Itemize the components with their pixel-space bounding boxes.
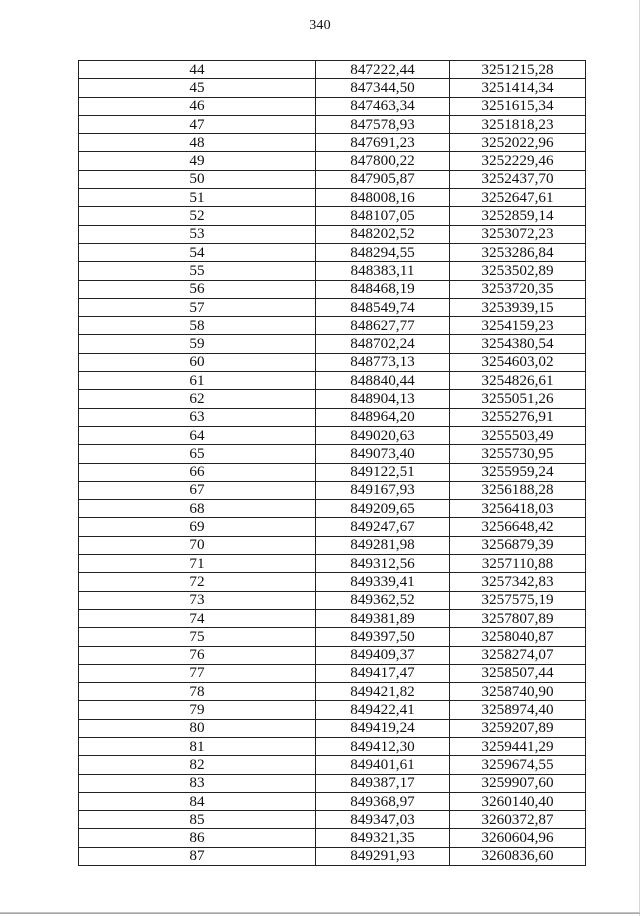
x-coordinate-cell: 849281,98: [316, 536, 450, 554]
table-row: [79, 79, 586, 97]
point-number-cell: 55: [79, 262, 316, 280]
x-coordinate-cell: 849073,40: [316, 445, 450, 463]
x-coordinate-cell: 849397,50: [316, 628, 450, 646]
y-coordinate-cell: 3259207,89: [450, 719, 586, 737]
table-row: [79, 628, 586, 646]
y-coordinate-cell: 3251414,34: [450, 79, 586, 97]
table-row: [79, 792, 586, 810]
table-row: [79, 152, 586, 170]
y-coordinate-cell: 3253286,84: [450, 243, 586, 261]
x-coordinate-cell: 849020,63: [316, 426, 450, 444]
y-coordinate-cell: 3255051,26: [450, 390, 586, 408]
y-coordinate-cell: 3258740,90: [450, 683, 586, 701]
y-coordinate-cell: 3256879,39: [450, 536, 586, 554]
point-number-cell: 77: [79, 664, 316, 682]
point-number-cell: 66: [79, 463, 316, 481]
y-coordinate-cell: 3253072,23: [450, 225, 586, 243]
point-number-cell: 62: [79, 390, 316, 408]
y-coordinate-cell: 3259907,60: [450, 774, 586, 792]
point-number-cell: 60: [79, 353, 316, 371]
table-row: [79, 573, 586, 591]
x-coordinate-cell: 849321,35: [316, 829, 450, 847]
x-coordinate-cell: 849409,37: [316, 646, 450, 664]
table-row: [79, 134, 586, 152]
x-coordinate-cell: 848468,19: [316, 280, 450, 298]
point-number-cell: 69: [79, 518, 316, 536]
x-coordinate-cell: 849421,82: [316, 683, 450, 701]
y-coordinate-cell: 3255959,24: [450, 463, 586, 481]
table-row: [79, 774, 586, 792]
x-coordinate-cell: 848840,44: [316, 372, 450, 390]
table-row: [79, 445, 586, 463]
table-row: [79, 280, 586, 298]
point-number-cell: 85: [79, 811, 316, 829]
point-number-cell: 49: [79, 152, 316, 170]
y-coordinate-cell: 3260372,87: [450, 811, 586, 829]
table-row: [79, 243, 586, 261]
y-coordinate-cell: 3253502,89: [450, 262, 586, 280]
x-coordinate-cell: 849387,17: [316, 774, 450, 792]
table-row: [79, 737, 586, 755]
x-coordinate-cell: 848702,24: [316, 335, 450, 353]
table-row: [79, 683, 586, 701]
point-number-cell: 59: [79, 335, 316, 353]
x-coordinate-cell: 848964,20: [316, 408, 450, 426]
y-coordinate-cell: 3258040,87: [450, 628, 586, 646]
table-row: [79, 500, 586, 518]
y-coordinate-cell: 3256418,03: [450, 500, 586, 518]
table-row: [79, 189, 586, 207]
point-number-cell: 71: [79, 555, 316, 573]
x-coordinate-cell: 847691,23: [316, 134, 450, 152]
point-number-cell: 76: [79, 646, 316, 664]
point-number-cell: 87: [79, 847, 316, 865]
coordinates-table-body: [79, 61, 586, 866]
x-coordinate-cell: 847578,93: [316, 115, 450, 133]
y-coordinate-cell: 3252229,46: [450, 152, 586, 170]
x-coordinate-cell: 848904,13: [316, 390, 450, 408]
table-row: [79, 372, 586, 390]
y-coordinate-cell: 3253939,15: [450, 298, 586, 316]
page-bottom-edge: [0, 912, 640, 914]
x-coordinate-cell: 849401,61: [316, 756, 450, 774]
table-row: [79, 170, 586, 188]
y-coordinate-cell: 3252859,14: [450, 207, 586, 225]
point-number-cell: 52: [79, 207, 316, 225]
y-coordinate-cell: 3256648,42: [450, 518, 586, 536]
table-row: [79, 591, 586, 609]
x-coordinate-cell: 847800,22: [316, 152, 450, 170]
point-number-cell: 70: [79, 536, 316, 554]
point-number-cell: 46: [79, 97, 316, 115]
x-coordinate-cell: 849362,52: [316, 591, 450, 609]
x-coordinate-cell: 848202,52: [316, 225, 450, 243]
table-row: [79, 664, 586, 682]
table-row: [79, 829, 586, 847]
table-row: [79, 811, 586, 829]
coordinates-table: [78, 60, 586, 866]
y-coordinate-cell: 3251615,34: [450, 97, 586, 115]
point-number-cell: 86: [79, 829, 316, 847]
point-number-cell: 53: [79, 225, 316, 243]
x-coordinate-cell: 848773,13: [316, 353, 450, 371]
point-number-cell: 83: [79, 774, 316, 792]
table-row: [79, 317, 586, 335]
y-coordinate-cell: 3258274,07: [450, 646, 586, 664]
y-coordinate-cell: 3252647,61: [450, 189, 586, 207]
x-coordinate-cell: 849312,56: [316, 555, 450, 573]
point-number-cell: 54: [79, 243, 316, 261]
table-row: [79, 463, 586, 481]
y-coordinate-cell: 3256188,28: [450, 481, 586, 499]
x-coordinate-cell: 849122,51: [316, 463, 450, 481]
table-row: [79, 536, 586, 554]
point-number-cell: 79: [79, 701, 316, 719]
table-row: [79, 701, 586, 719]
table-row: [79, 646, 586, 664]
table-row: [79, 518, 586, 536]
point-number-cell: 47: [79, 115, 316, 133]
point-number-cell: 45: [79, 79, 316, 97]
point-number-cell: 68: [79, 500, 316, 518]
point-number-cell: 48: [79, 134, 316, 152]
y-coordinate-cell: 3257575,19: [450, 591, 586, 609]
x-coordinate-cell: 848008,16: [316, 189, 450, 207]
x-coordinate-cell: 849422,41: [316, 701, 450, 719]
y-coordinate-cell: 3254603,02: [450, 353, 586, 371]
x-coordinate-cell: 849347,03: [316, 811, 450, 829]
table-row: [79, 225, 586, 243]
x-coordinate-cell: 849167,93: [316, 481, 450, 499]
x-coordinate-cell: 849419,24: [316, 719, 450, 737]
x-coordinate-cell: 847463,34: [316, 97, 450, 115]
point-number-cell: 63: [79, 408, 316, 426]
y-coordinate-cell: 3260604,96: [450, 829, 586, 847]
point-number-cell: 56: [79, 280, 316, 298]
x-coordinate-cell: 848107,05: [316, 207, 450, 225]
point-number-cell: 78: [79, 683, 316, 701]
x-coordinate-cell: 848549,74: [316, 298, 450, 316]
y-coordinate-cell: 3251818,23: [450, 115, 586, 133]
x-coordinate-cell: 847222,44: [316, 61, 450, 79]
x-coordinate-cell: 848294,55: [316, 243, 450, 261]
table-row: [79, 609, 586, 627]
x-coordinate-cell: 849209,65: [316, 500, 450, 518]
table-row: [79, 408, 586, 426]
table-row: [79, 97, 586, 115]
point-number-cell: 75: [79, 628, 316, 646]
y-coordinate-cell: 3252437,70: [450, 170, 586, 188]
table-row: [79, 262, 586, 280]
y-coordinate-cell: 3260140,40: [450, 792, 586, 810]
table-row: [79, 335, 586, 353]
point-number-cell: 51: [79, 189, 316, 207]
table-row: [79, 756, 586, 774]
y-coordinate-cell: 3255730,95: [450, 445, 586, 463]
table-row: [79, 61, 586, 79]
point-number-cell: 44: [79, 61, 316, 79]
x-coordinate-cell: 848627,77: [316, 317, 450, 335]
point-number-cell: 64: [79, 426, 316, 444]
y-coordinate-cell: 3255276,91: [450, 408, 586, 426]
table-row: [79, 115, 586, 133]
point-number-cell: 81: [79, 737, 316, 755]
x-coordinate-cell: 849381,89: [316, 609, 450, 627]
point-number-cell: 72: [79, 573, 316, 591]
point-number-cell: 82: [79, 756, 316, 774]
point-number-cell: 65: [79, 445, 316, 463]
x-coordinate-cell: 847905,87: [316, 170, 450, 188]
y-coordinate-cell: 3254380,54: [450, 335, 586, 353]
point-number-cell: 57: [79, 298, 316, 316]
table-row: [79, 207, 586, 225]
table-row: [79, 847, 586, 865]
y-coordinate-cell: 3259441,29: [450, 737, 586, 755]
point-number-cell: 74: [79, 609, 316, 627]
y-coordinate-cell: 3251215,28: [450, 61, 586, 79]
table-row: [79, 353, 586, 371]
x-coordinate-cell: 849247,67: [316, 518, 450, 536]
page-number: 340: [309, 18, 331, 33]
x-coordinate-cell: 849412,30: [316, 737, 450, 755]
y-coordinate-cell: 3257807,89: [450, 609, 586, 627]
x-coordinate-cell: 849368,97: [316, 792, 450, 810]
y-coordinate-cell: 3257342,83: [450, 573, 586, 591]
table-row: [79, 298, 586, 316]
x-coordinate-cell: 847344,50: [316, 79, 450, 97]
x-coordinate-cell: 849339,41: [316, 573, 450, 591]
y-coordinate-cell: 3255503,49: [450, 426, 586, 444]
y-coordinate-cell: 3258974,40: [450, 701, 586, 719]
point-number-cell: 73: [79, 591, 316, 609]
y-coordinate-cell: 3257110,88: [450, 555, 586, 573]
y-coordinate-cell: 3252022,96: [450, 134, 586, 152]
x-coordinate-cell: 849417,47: [316, 664, 450, 682]
y-coordinate-cell: 3258507,44: [450, 664, 586, 682]
x-coordinate-cell: 849291,93: [316, 847, 450, 865]
y-coordinate-cell: 3254826,61: [450, 372, 586, 390]
x-coordinate-cell: 848383,11: [316, 262, 450, 280]
point-number-cell: 84: [79, 792, 316, 810]
table-row: [79, 426, 586, 444]
point-number-cell: 50: [79, 170, 316, 188]
point-number-cell: 58: [79, 317, 316, 335]
y-coordinate-cell: 3260836,60: [450, 847, 586, 865]
point-number-cell: 80: [79, 719, 316, 737]
point-number-cell: 61: [79, 372, 316, 390]
table-row: [79, 555, 586, 573]
y-coordinate-cell: 3259674,55: [450, 756, 586, 774]
table-row: [79, 481, 586, 499]
y-coordinate-cell: 3253720,35: [450, 280, 586, 298]
y-coordinate-cell: 3254159,23: [450, 317, 586, 335]
table-row: [79, 719, 586, 737]
point-number-cell: 67: [79, 481, 316, 499]
table-row: [79, 390, 586, 408]
